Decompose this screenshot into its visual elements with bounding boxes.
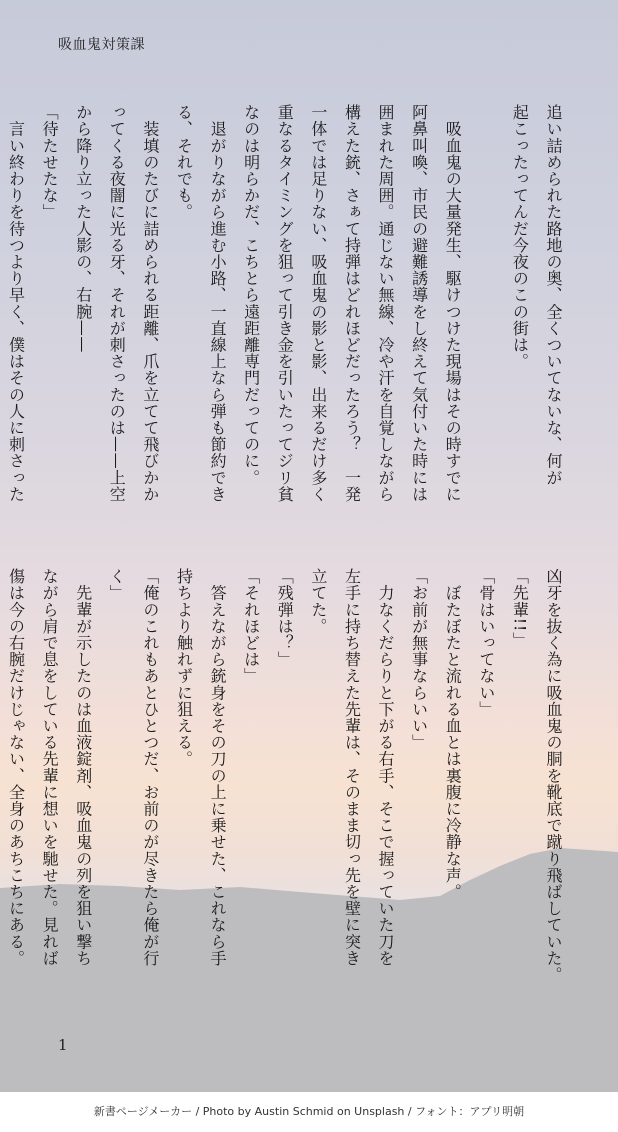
text-line: 「残弾は？」 bbox=[275, 568, 295, 668]
page-header: 吸血鬼対策課 bbox=[58, 37, 145, 53]
text-line: なのは明らかだ、こちとら遠距離専門だってのに。 bbox=[241, 104, 261, 486]
text-line: ぼたぼたと流れる血とは裏腹に冷静な声。 bbox=[443, 568, 463, 900]
text-line: 吸血鬼の大量発生、駆けつけた現場はその時すでに bbox=[443, 104, 463, 503]
text-line: 傷は今の右腕だけじゃない、全身のあちこちにある。 bbox=[6, 568, 26, 967]
text-line: 「それほどは」 bbox=[241, 568, 261, 685]
text-line: 凶牙を抜く為に吸血鬼の胴を靴底で蹴り飛ばしていた。 bbox=[544, 568, 563, 983]
text-line: く」 bbox=[107, 568, 127, 602]
text-line: 追い詰められた路地の奥、全くついてないな、何が bbox=[544, 104, 563, 486]
text-line: 装填のたびに詰められる距離、爪を立てて飛びかか bbox=[140, 104, 160, 503]
text-line: 「お前が無事ならいい」 bbox=[409, 568, 429, 751]
text-line: 「俺のこれもあとひとつだ、お前のが尽きたら俺が行 bbox=[140, 568, 160, 967]
text-line: 「待たせたな」 bbox=[40, 104, 60, 221]
text-line: ってくる夜闇に光る牙、それが刺さったのは——上空 bbox=[107, 104, 127, 503]
page-number: 1 bbox=[58, 1036, 68, 1054]
text-line bbox=[469, 104, 503, 524]
text-line: 「先輩!!」 bbox=[510, 568, 530, 649]
text-line: 「骨はいってない」 bbox=[476, 568, 496, 718]
body-text-bottom bbox=[0, 568, 570, 998]
text-line: 左手に持ち替えた先輩は、そのまま切っ先を壁に突き bbox=[342, 568, 362, 967]
footer-credit: 新書ページメーカー / Photo by Austin Schmid on Unsplash / フォント：アプリ明朝 bbox=[0, 1092, 618, 1132]
body-text-top bbox=[0, 104, 570, 524]
text-line: 阿鼻叫喚、市民の避難誘導をし終えて気付いた時には bbox=[409, 104, 429, 503]
text-line: から降り立った人影の、右腕—— bbox=[73, 104, 93, 353]
text-line: 構えた銃、さぁて持弾はどれほどだったろう？ 一発 bbox=[342, 104, 362, 503]
text-line: 重なるタイミングを狙って引き金を引いたってジリ貧 bbox=[275, 104, 295, 503]
text-line: 囲まれた周囲。通じない無線、冷や汗を自覚しながら bbox=[376, 104, 396, 503]
text-line: 起こったってんだ今夜のこの街は。 bbox=[510, 104, 530, 370]
text-line: 退がりながら進む小路、一直線上なら弾も節約でき bbox=[208, 104, 228, 503]
text-line: 持ちより触れずに狙える。 bbox=[174, 568, 194, 768]
text-line: 一体では足りない、吸血鬼の影と影、出来るだけ多く bbox=[308, 104, 328, 503]
text-line: る、それでも。 bbox=[174, 104, 194, 221]
text-line: ながら肩で息をしている先輩に想いを馳せた。見れば bbox=[40, 568, 60, 967]
text-line: 言い終わりを待つより早く、僕はその人に刺さった bbox=[6, 104, 26, 503]
text-line: 立てた。 bbox=[308, 568, 328, 635]
text-line: 力なくだらりと下がる右手、そこで握っていた刀を bbox=[376, 568, 396, 967]
text-line: 答えながら銃身をその刀の上に乗せた、これなら手 bbox=[208, 568, 228, 967]
text-line: 先輩が示したのは血液錠剤、吸血鬼の列を狙い撃ち bbox=[73, 568, 93, 967]
